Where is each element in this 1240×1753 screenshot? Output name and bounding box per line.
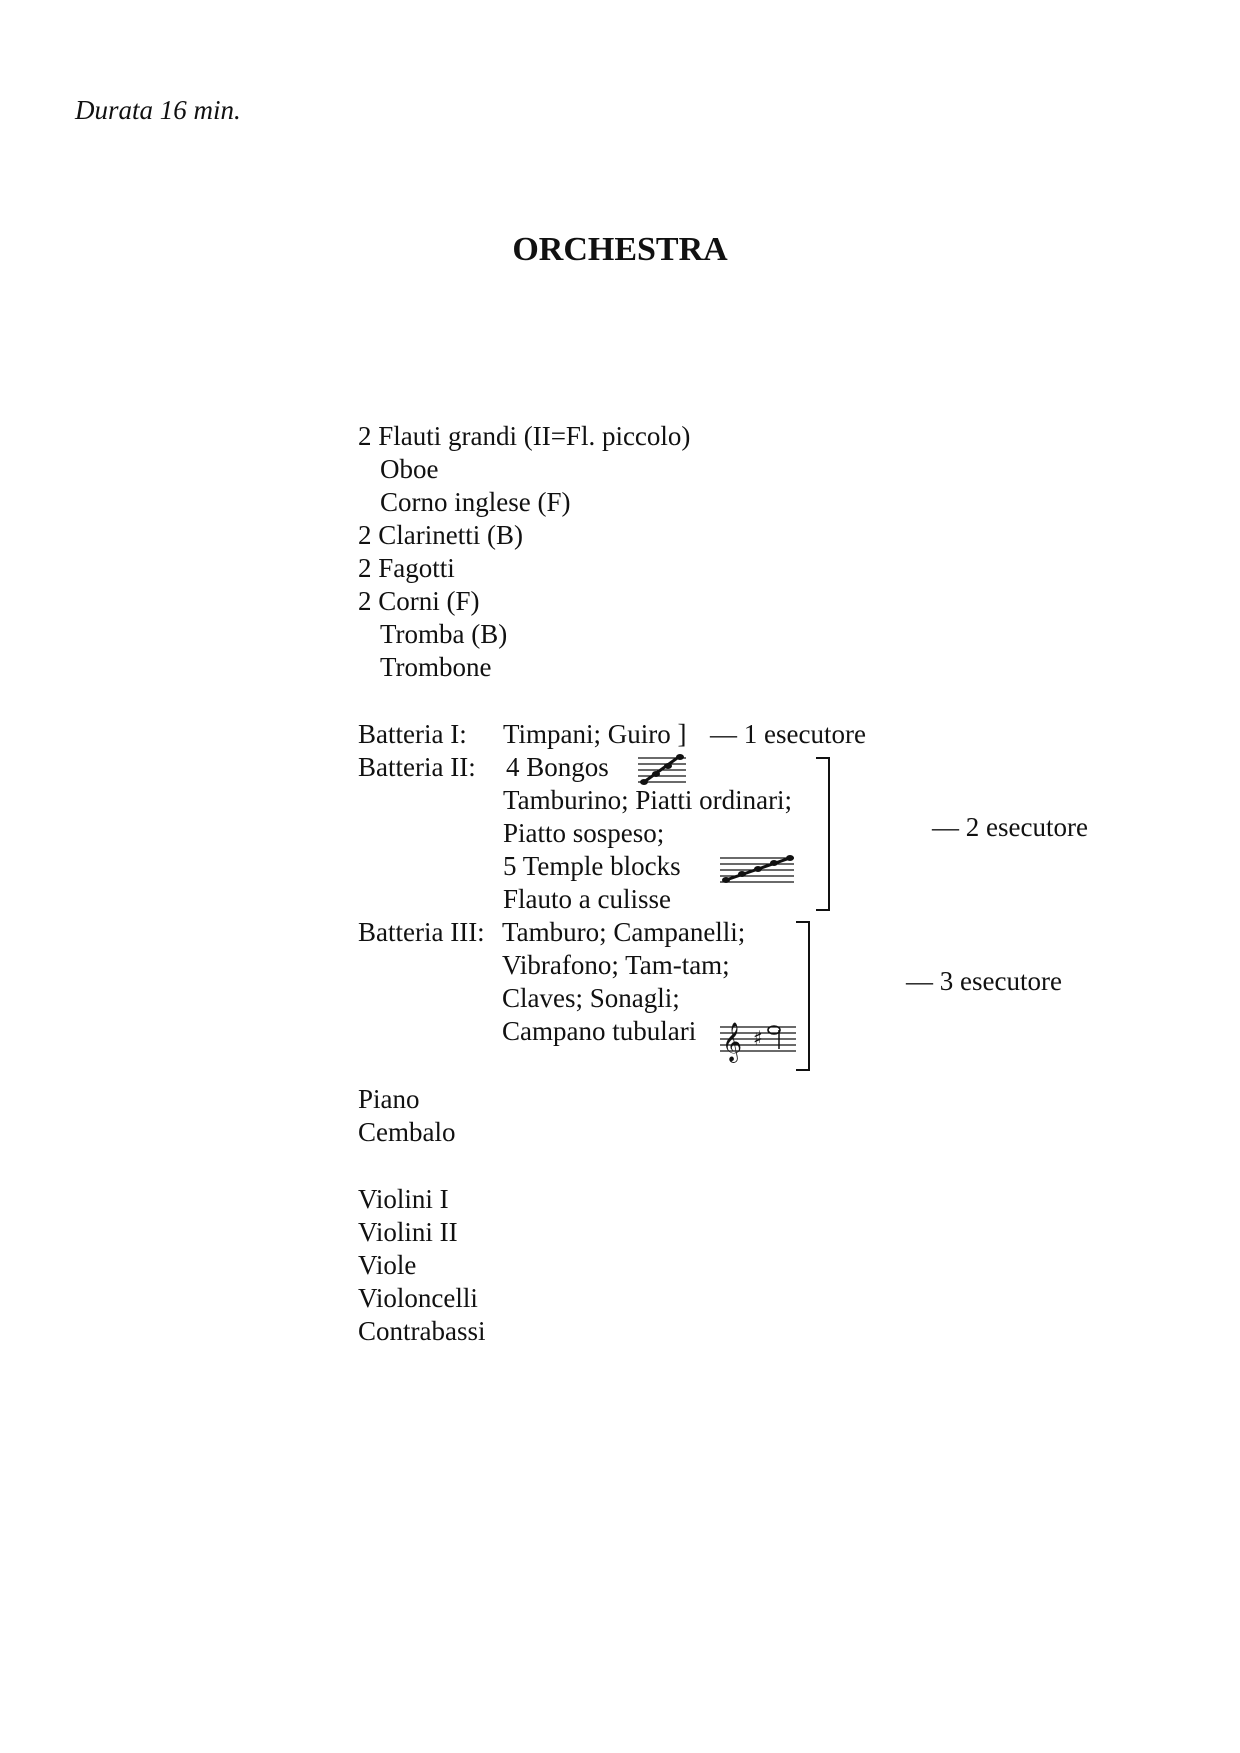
batteria-3-item: Claves; Sonagli; <box>502 983 680 1013</box>
bongos-pitch-staff-icon <box>638 752 688 788</box>
batteria-2-item: 5 Temple blocks <box>503 851 681 881</box>
keyboard-instrument: Piano <box>358 1084 420 1114</box>
keyboard-instrument: Cembalo <box>358 1117 456 1147</box>
wind-instrument: Tromba (B) <box>380 619 508 649</box>
batteria-1-items: Timpani; Guiro ] <box>503 719 687 749</box>
string-instrument: Viole <box>358 1250 417 1280</box>
wind-instrument: 2 Corni (F) <box>358 586 480 616</box>
batteria-2-item: 4 Bongos <box>506 752 609 782</box>
batteria-3-item: Campano tubulari <box>502 1016 697 1046</box>
wind-instrument: Trombone <box>380 652 492 682</box>
batteria-1-performer: — 1 esecutore <box>710 719 866 749</box>
wind-instrument: 2 Clarinetti (B) <box>358 520 523 550</box>
batteria-1-label: Batteria I: <box>358 719 467 749</box>
svg-text:♯: ♯ <box>753 1026 763 1050</box>
batteria-3-performer: — 3 esecutore <box>906 966 1062 996</box>
batteria-3-label: Batteria III: <box>358 917 485 947</box>
page-title: ORCHESTRA <box>512 231 728 268</box>
batteria-2-performer: — 2 esecutore <box>932 812 1088 842</box>
batteria-2-bracket <box>816 757 830 911</box>
string-instrument: Contrabassi <box>358 1316 486 1346</box>
batteria-2-label: Batteria II: <box>358 752 476 782</box>
temple-blocks-pitch-staff-icon <box>720 852 796 886</box>
svg-text:𝄞: 𝄞 <box>722 1022 743 1062</box>
batteria-3-item: Vibrafono; Tam-tam; <box>502 950 730 980</box>
wind-instrument: Oboe <box>380 454 439 484</box>
wind-instrument: 2 Flauti grandi (II=Fl. piccolo) <box>358 421 691 451</box>
duration-note: Durata 16 min. <box>75 95 241 125</box>
string-instrument: Violini II <box>358 1217 458 1247</box>
string-instrument: Violini I <box>358 1184 449 1214</box>
string-instrument: Violoncelli <box>358 1283 478 1313</box>
wind-instrument: 2 Fagotti <box>358 553 455 583</box>
batteria-2-item: Flauto a culisse <box>503 884 671 914</box>
batteria-2-item: Tamburino; Piatti ordinari; <box>503 785 793 815</box>
wind-instrument: Corno inglese (F) <box>380 487 571 517</box>
batteria-2-item: Piatto sospeso; <box>503 818 665 848</box>
tubular-bells-pitch-staff-icon <box>720 1015 800 1061</box>
batteria-3-item: Tamburo; Campanelli; <box>502 917 746 947</box>
